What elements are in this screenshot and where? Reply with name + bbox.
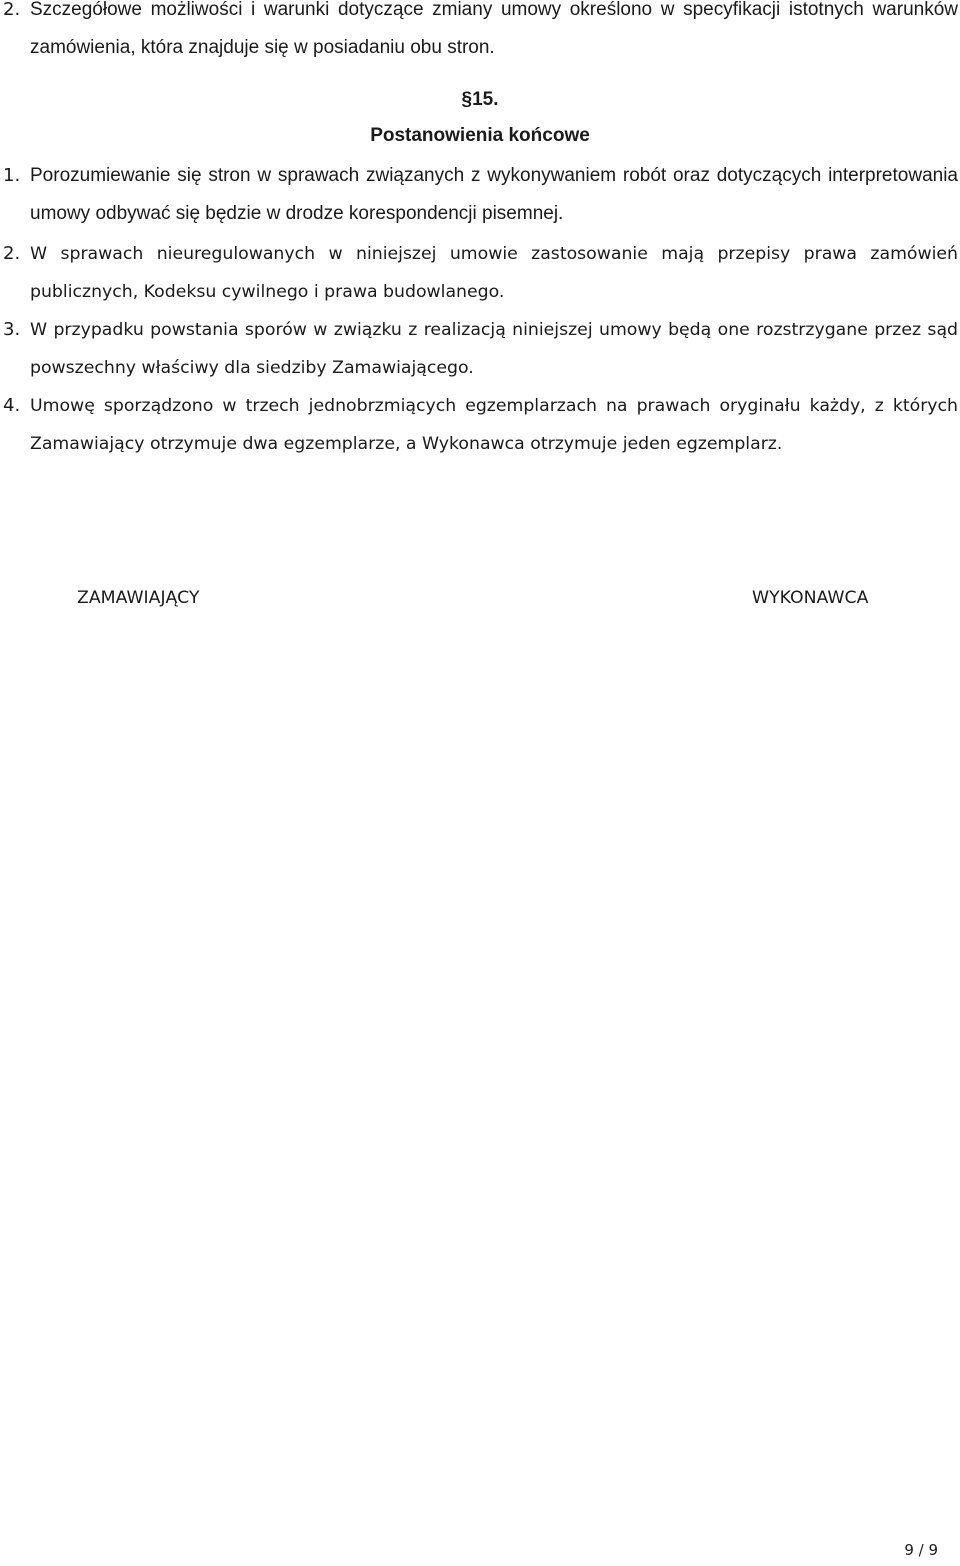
item-number: 2. bbox=[3, 0, 21, 20]
item-text: Porozumiewanie się stron w sprawach związanych z wykonywaniem robót oraz dotyczących interpretowania umowy odbywać się będzie w drodze korespondencji pisemnej. bbox=[30, 165, 958, 224]
signature-label-contractor: WYKONAWCA bbox=[752, 588, 869, 608]
item-text: W sprawach nieuregulowanych w niniejszej umowie zastosowanie mają przepisy prawa zamówień publicznych, Kodeksu cywilnego i prawa budowlanego. bbox=[30, 244, 958, 302]
final-provision-item-4 bbox=[0, 387, 958, 463]
item-number: 2. bbox=[3, 243, 21, 264]
page-number: 9 / 9 bbox=[904, 1541, 938, 1559]
section-title: Postanowienia końcowe bbox=[370, 125, 590, 146]
item-text: Umowę sporządzono w trzech jednobrzmiących egzemplarzach na prawach oryginału każdy, z których Zamawiający otrzymuje dwa egzemplarze, a Wykonawca otrzymuje jeden egzemplarz. bbox=[30, 396, 958, 454]
section-number: §15. bbox=[461, 89, 499, 110]
item-text: W przypadku powstania sporów w związku z realizacją niniejszej umowy będą one rozstrzygane przez sąd powszechny właściwy dla siedziby Zamawiającego. bbox=[30, 320, 958, 378]
signature-label-ordering-party: ZAMAWIAJĄCY bbox=[77, 588, 200, 608]
item-number: 1. bbox=[3, 165, 21, 186]
final-provision-item-1 bbox=[0, 157, 958, 233]
previous-section-item-2 bbox=[0, 0, 958, 67]
item-number: 3. bbox=[3, 319, 21, 340]
final-provision-item-3 bbox=[0, 311, 958, 387]
item-number: 4. bbox=[3, 395, 21, 416]
item-text: Szczegółowe możliwości i warunki dotyczące zmiany umowy określono w specyfikacji istotnych warunków zamówienia, która znajduje się w posiadaniu obu stron. bbox=[30, 0, 958, 58]
final-provision-item-2 bbox=[0, 235, 958, 311]
